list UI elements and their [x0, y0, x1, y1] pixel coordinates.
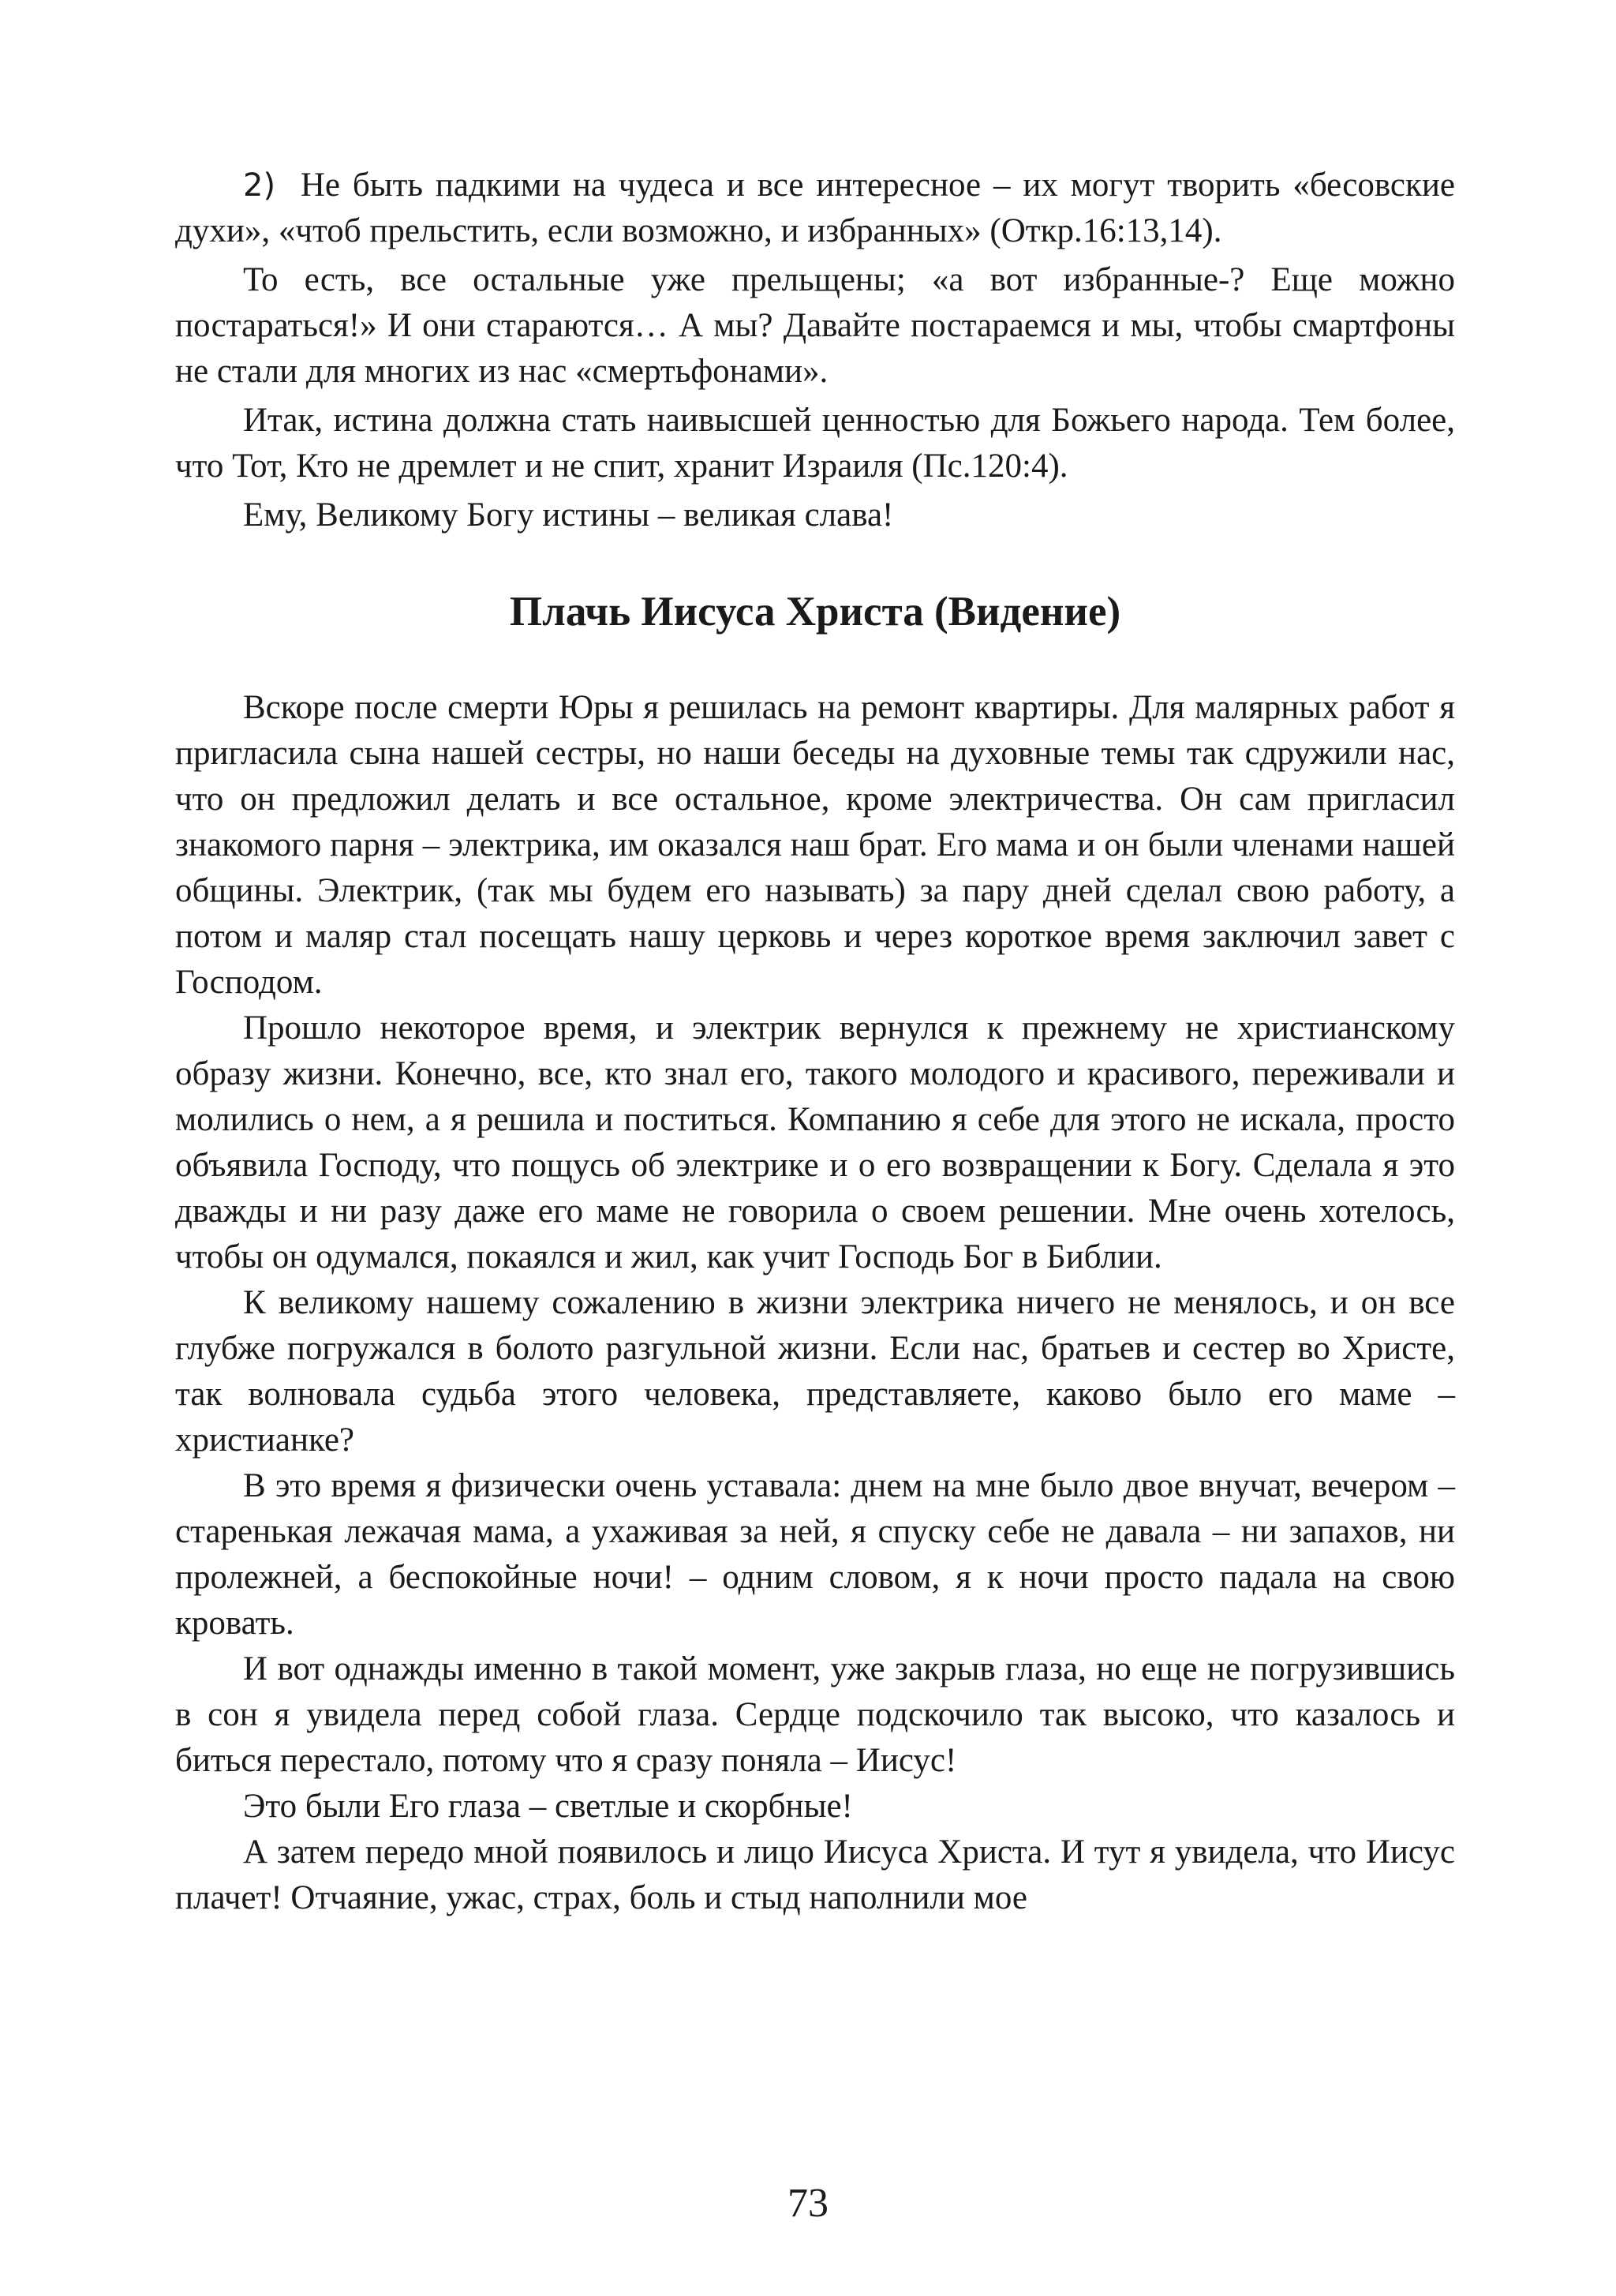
paragraph: В это время я физически очень уставала: днем на мне было двое внучат, вечером – старенькая лежачая мама, а ухаживая за ней, я спуску себе не давала – ни запахов, ни пролежней, а беспокойные ночи! – одним словом, я к ночи просто падала на свою кровать.: [175, 1467, 1455, 1642]
paragraph: А затем передо мной появилось и лицо Иисуса Христа. И тут я увидела, что Иисус плачет! Отчаяние, ужас, страх, боль и стыд наполнили мое: [175, 1833, 1455, 1916]
section-title: Плачь Иисуса Христа (Видение): [509, 589, 1121, 635]
page-content: [175, 163, 1455, 1921]
story-block: [175, 685, 1455, 1921]
paragraph: То есть, все остальные уже прельщены; «а вот избранные-? Еще можно постараться!» И они стараются… А мы? Давайте постараемся и мы, чтобы смартфоны не стали для многих из нас «смертьфонами».: [175, 261, 1455, 390]
paragraph: Вскоре после смерти Юры я решилась на ремонт квартиры. Для малярных работ я пригласила сына нашей сестры, но наши беседы на духовные темы так сдружили нас, что он предложил делать и все остальное, кроме электричества. Он сам пригласил знакомого парня – электрика, им оказался наш брат. Его мама и он были членами нашей общины. Электрик, (так мы будем его называть) за пару дней сделал свою работу, а потом и маляр стал посещать нашу церковь и через короткое время заключил завет с Господом.: [175, 689, 1455, 1001]
paragraph: Ему, Великому Богу истины – великая слава!: [243, 496, 894, 534]
list-item-text: Не быть падкими на чудеса и все интересное – их могут творить «бесовские духи», «чтоб прельстить, если возможно, и избранных» (Откр.16:13,14).: [175, 167, 1455, 249]
page-number: 73: [787, 2181, 829, 2226]
paragraph: Прошло некоторое время, и электрик вернулся к прежнему не христианскому образу жизни. Конечно, все, кто знал его, такого молодого и красивого, переживали и молились о нем, а я решила и поститься. Компанию я себе для этого не искала, просто объявила Господу, что пощусь об электрике и о его возвращении к Богу. Сделала я это дважды и ни разу даже его маме не говорила о своем решении. Мне очень хотелось, чтобы он одумался, покаялся и жил, как учит Господь Бог в Библии.: [175, 1009, 1455, 1275]
list-item-2: [175, 163, 1455, 254]
intro-block: [175, 163, 1455, 538]
paragraph: Итак, истина должна стать наивысшей ценностью для Божьего народа. Тем более, что Тот, Кто не дремлет и не спит, хранит Израиля (Пс.120:4).: [175, 402, 1455, 485]
list-number: 2): [243, 167, 276, 204]
paragraph: И вот однажды именно в такой момент, уже закрыв глаза, но еще не погрузившись в сон я увидела перед собой глаза. Сердце подскочило так высоко, что казалось и биться перестало, потому что я сразу поняла – Иисус!: [175, 1650, 1455, 1779]
paragraph: Это были Его глаза – светлые и скорбные!: [243, 1788, 853, 1825]
paragraph: К великому нашему сожалению в жизни электрика ничего не менялось, и он все глубже погружался в болото разгульной жизни. Если нас, братьев и сестер во Христе, так волновала судьба этого человека, представляете, каково было его маме – христианке?: [175, 1284, 1455, 1459]
